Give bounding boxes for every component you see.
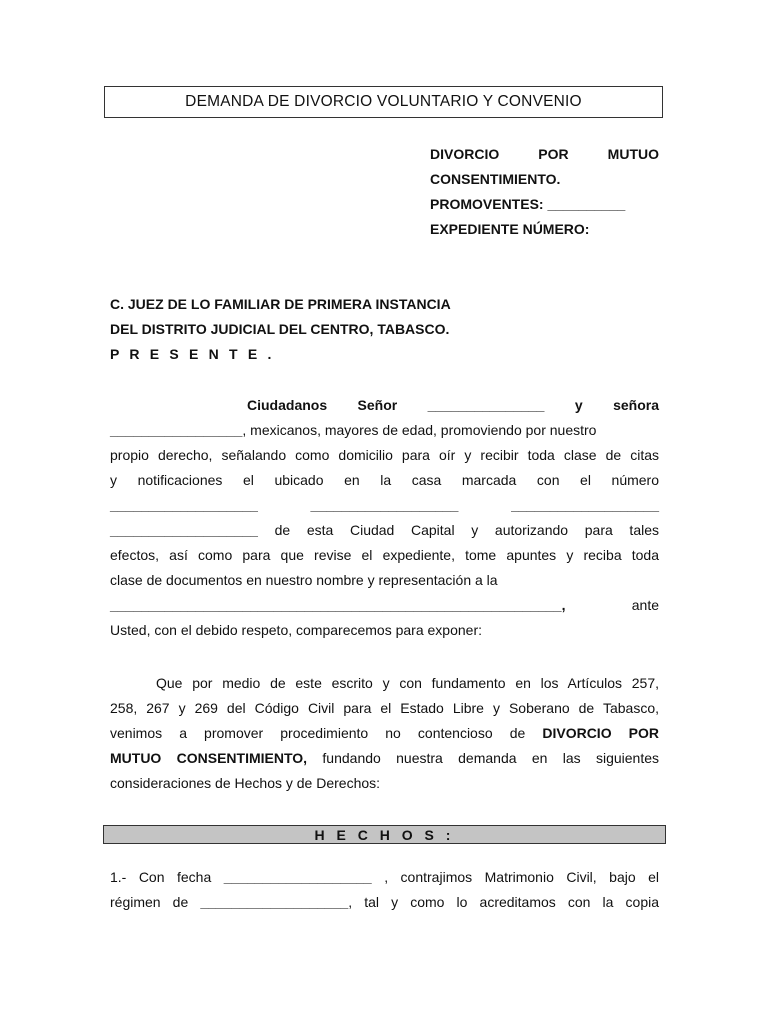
addressee-line-1: C. JUEZ DE LO FAMILIAR DE PRIMERA INSTANCIA (110, 296, 451, 312)
intro-line-8: clase de documentos en nuestro nombre y representación a la (110, 572, 498, 588)
case-type-line-2: CONSENTIMIENTO. (430, 171, 561, 187)
intro-line-9: __________________________________________________________, ante (110, 597, 659, 613)
hechos-section-header: H E C H O S : (103, 825, 666, 844)
case-type-line: DIVORCIO POR MUTUO (430, 146, 659, 162)
grounds-line-5: consideraciones de Hechos y de Derechos: (110, 775, 381, 791)
grounds-line-3: venimos a promover procedimiento no contencioso de DIVORCIO POR (110, 725, 659, 741)
intro-line-3: propio derecho, señalando como domicilio para oír y recibir toda clase de citas (110, 447, 659, 463)
fact-1-line-2: régimen de ___________________, tal y como lo acreditamos con la copia (110, 894, 659, 910)
grounds-line-1: Que por medio de este escrito y con fundamento en los Artículos 257, (156, 675, 659, 691)
fact-1-line-1: 1.- Con fecha ___________________ , contrajimos Matrimonio Civil, bajo el (110, 869, 660, 885)
intro-line-1: Ciudadanos Señor _______________ y señora (247, 397, 659, 413)
addressee-block (110, 292, 560, 367)
intro-line-4: y notificaciones el ubicado en la casa marcada con el número (110, 472, 659, 488)
presente-line: P R E S E N T E . (110, 346, 275, 362)
case-reference-block (430, 142, 659, 242)
promoventes-line: PROMOVENTES: __________ (430, 196, 626, 212)
addressee-line-2: DEL DISTRITO JUDICIAL DEL CENTRO, TABASCO. (110, 321, 450, 337)
fact-1-paragraph (110, 865, 659, 915)
intro-paragraph (110, 393, 659, 643)
intro-line-7: efectos, así como para que revise el expediente, tome apuntes y reciba toda (110, 547, 659, 563)
grounds-line-4: MUTUO CONSENTIMIENTO, fundando nuestra demanda en las siguientes (110, 750, 659, 766)
grounds-line-2: 258, 267 y 269 del Código Civil para el Estado Libre y Soberano de Tabasco, (110, 700, 659, 716)
intro-line-10: Usted, con el debido respeto, comparecemos para exponer: (110, 622, 482, 638)
expediente-line: EXPEDIENTE NÚMERO: (430, 221, 590, 237)
intro-line-6: ___________________ de esta Ciudad Capital y autorizando para tales (110, 522, 660, 538)
grounds-paragraph (110, 671, 659, 796)
intro-line-5: ___________________ ___________________ ___________________ (110, 497, 659, 513)
document-title: DEMANDA DE DIVORCIO VOLUNTARIO Y CONVENIO (104, 86, 663, 118)
intro-line-2: _________________, mexicanos, mayores de edad, promoviendo por nuestro (110, 422, 597, 438)
